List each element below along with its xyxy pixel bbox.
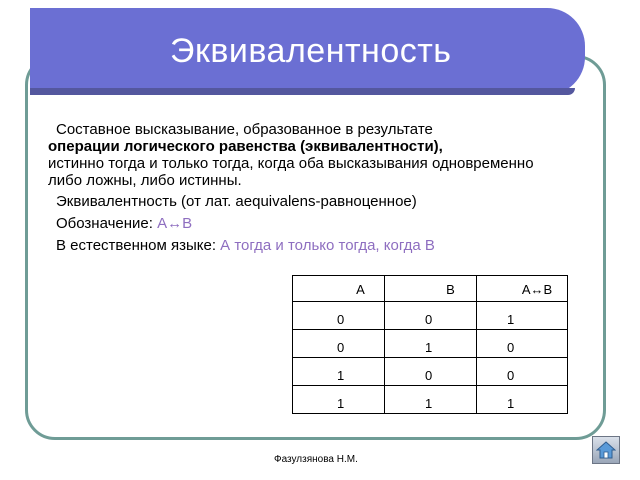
truth-table-header <box>293 276 568 302</box>
table-row <box>293 358 568 386</box>
title-bar <box>30 8 585 95</box>
footer-author: Фазулзянова Н.М. <box>274 454 358 465</box>
notation-label: Обозначение: <box>56 215 158 232</box>
cell: 1 <box>477 302 568 330</box>
cell: 0 <box>477 330 568 358</box>
header-b: В <box>385 276 477 302</box>
definition-line-1: Составное высказывание, образованное в результате <box>56 121 433 138</box>
cell: 0 <box>293 330 385 358</box>
definition-line-2: истинно тогда и только тогда, когда оба высказывания одновременно либо ложны, либо истинны. <box>48 155 534 189</box>
cell: 0 <box>477 358 568 386</box>
natural-label: В естественном языке: <box>56 237 221 254</box>
home-icon <box>596 440 616 460</box>
header-a: А <box>293 276 385 302</box>
cell: 0 <box>385 358 477 386</box>
natural-value: А тогда и только тогда, когда В <box>220 237 435 254</box>
definition-bold: операции логического равенства (эквивалентности), <box>48 138 443 155</box>
header-a-equiv-b: А↔В <box>477 276 568 302</box>
natural-language-line <box>56 237 435 254</box>
truth-table <box>292 275 568 414</box>
etymology-line: Эквивалентность (от лат. aequivalens-равноценное) <box>56 193 417 210</box>
slide-title: Эквивалентность <box>170 32 452 70</box>
table-row <box>293 330 568 358</box>
definition-paragraph <box>48 121 538 189</box>
cell: 0 <box>385 302 477 330</box>
notation-line <box>56 215 192 232</box>
cell: 1 <box>477 386 568 414</box>
cell: 1 <box>385 386 477 414</box>
home-button[interactable] <box>592 436 620 464</box>
table-row <box>293 386 568 414</box>
cell: 0 <box>293 302 385 330</box>
cell: 1 <box>293 358 385 386</box>
notation-value: А↔В <box>157 215 193 232</box>
cell: 1 <box>293 386 385 414</box>
table-row <box>293 302 568 330</box>
cell: 1 <box>385 330 477 358</box>
